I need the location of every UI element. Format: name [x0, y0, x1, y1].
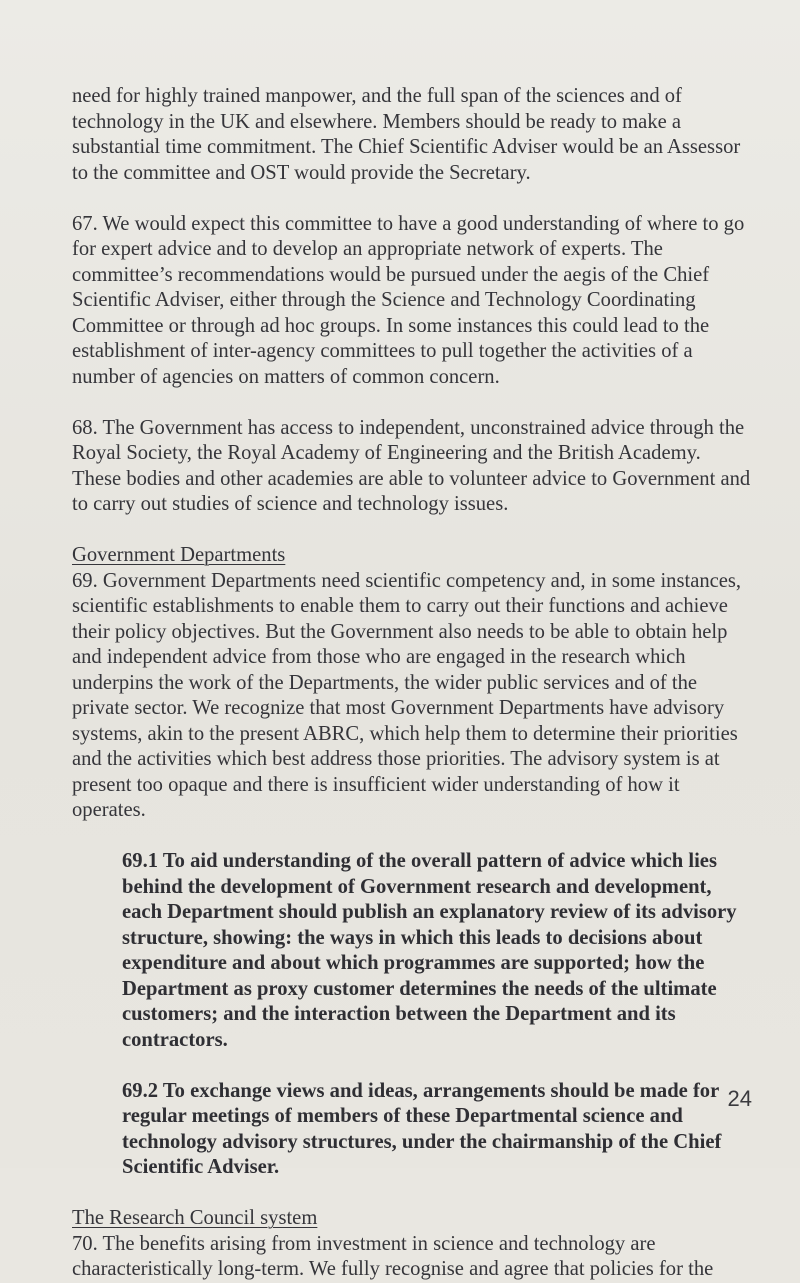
paragraph-70: 70. The benefits arising from investment in science and technology are characteristically long-term. We fully recognise and agree that policies for the — [72, 1232, 714, 1280]
recommendation-69-1: 69.1 To aid understanding of the overall pattern of advice which lies behind the development of Government research and development, each Department should publish an explanatory review of its advisory structure, showing: the ways in which this leads to decisions about expenditure and about which programmes are supported; how the Department as proxy customer determines the needs of the ultimate customers; and the interaction between the Department and its contractors. — [122, 850, 737, 1051]
paragraph-67: 67. We would expect this committee to have a good understanding of where to go for expert advice and to develop an appropriate network of experts. The committee’s recommendations would be pursued under the aegis of the Chief Scientific Adviser, either through the Science and Technology Coordinating Committee or through ad hoc groups. In some instances this could lead to the establishment of inter-agency committees to pull together the activities of a number of agencies on matters of common concern. — [72, 212, 745, 388]
paragraph-69: 69. Government Departments need scientific competency and, in some instances, scientific establishments to enable them to carry out their functions and achieve their policy objectives. But the Government also needs to be able to obtain help and independent advice from those who are engaged in the research which underpins the work of the Departments, the wider public services and of the private sector. We recognize that most Government Departments have advisory systems, akin to the present ABRC, which help them to determine their priorities and the activities which best address those priorities. The advisory system is at present too opaque and there is insufficient wider understanding of how it operates. — [72, 569, 742, 821]
recommendation-69-2: 69.2 To exchange views and ideas, arrangements should be made for regular meetings of members of these Departmental science and technology advisory structures, under the chairmanship of the Chief Scientific Adviser. — [122, 1079, 722, 1178]
section-heading-government-departments: Government Departments — [72, 544, 286, 566]
paragraph-68: 68. The Government has access to independent, unconstrained advice through the Royal Society, the Royal Academy of Engineering and the British Academy. These bodies and other academies are able to volunteer advice to Government and to carry out studies of science and technology issues. — [72, 416, 751, 515]
paragraph-intro: need for highly trained manpower, and the full span of the sciences and of technology in the UK and elsewhere. Members should be ready to make a substantial time commitment. The Chief Scientific Adviser would be an Assessor to the committee and OST would provide the Secretary. — [72, 85, 741, 184]
page-number: 24 — [727, 1086, 752, 1111]
section-heading-research-council: The Research Council system — [72, 1207, 318, 1229]
page-body — [72, 84, 752, 1283]
